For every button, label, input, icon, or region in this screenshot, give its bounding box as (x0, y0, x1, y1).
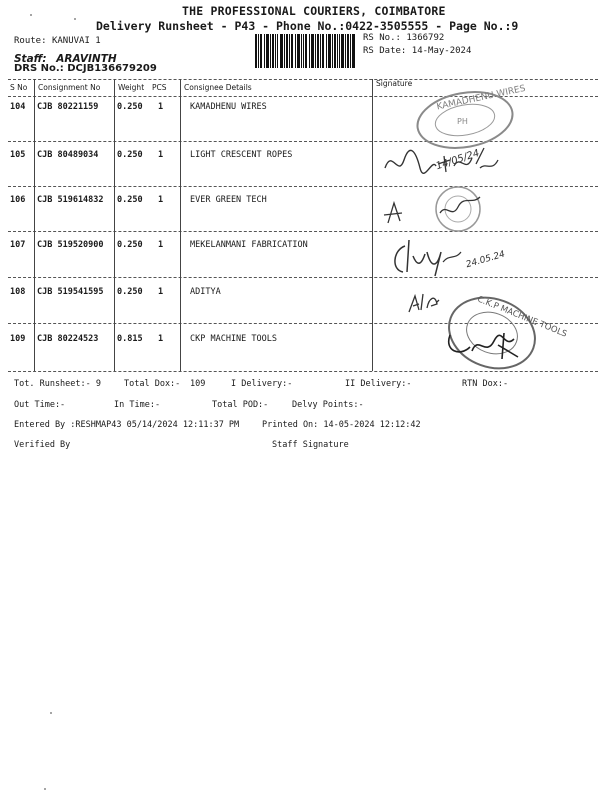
column-divider (34, 79, 35, 371)
table-top-border (8, 79, 598, 80)
row-consignment: CJB 519520900 (37, 240, 104, 250)
scan-speck (74, 18, 76, 20)
row-consignment: CJB 80489034 (37, 150, 99, 160)
row107-date: 24.05.24 (464, 249, 507, 271)
page-title: THE PROFESSIONAL COURIERS, COIMBATORE (182, 4, 446, 18)
route-value: KANUVAI 1 (51, 36, 101, 46)
row-sno: 108 (10, 287, 26, 297)
staff-label: Staff: (14, 53, 47, 65)
drs-label: DRS No.: (14, 63, 64, 74)
staff-signature: Staff Signature (272, 440, 349, 450)
row-consignee: EVER GREEN TECH (190, 195, 267, 205)
column-header-sno: S No (10, 83, 28, 92)
route-info (14, 36, 101, 46)
row-sno: 105 (10, 150, 26, 160)
row-weight: 0.250 (117, 102, 143, 112)
row-consignee: CKP MACHINE TOOLS (190, 334, 277, 344)
row-weight: 0.815 (117, 334, 143, 344)
printed-on: Printed On: 14-05-2024 12:12:42 (262, 420, 421, 430)
total-pod: Total POD:- (212, 400, 269, 410)
rs-date (363, 46, 471, 56)
column-header-consignment: Consignment No (38, 83, 101, 92)
column-divider (180, 79, 181, 371)
row-weight: 0.250 (117, 150, 143, 160)
drs-value: DCJB136679209 (67, 63, 157, 74)
row-weight: 0.250 (117, 195, 143, 205)
scan-speck (30, 14, 32, 16)
route-label: Route: (14, 36, 47, 46)
row-pcs: 1 (158, 195, 164, 205)
delvy-points: Delvy Points:- (292, 400, 364, 410)
rs-number-value: 1366792 (406, 33, 445, 43)
staff-value: ARAVINTH (56, 53, 117, 65)
row-consignment: CJB 519541595 (37, 287, 104, 297)
row-sno: 104 (10, 102, 26, 112)
row-weight: 0.250 (117, 240, 143, 250)
total-dox-value: 109 (190, 379, 206, 389)
svg-text:KAMADHENU WIRES: KAMADHENU WIRES (435, 83, 527, 113)
tot-runsheet: Tot. Runsheet:- 9 (14, 379, 101, 389)
row-pcs: 1 (158, 287, 164, 297)
entered-by: Entered By :RESHMAP43 05/14/2024 12:11:37 PM (14, 420, 240, 430)
row-consignment: CJB 80221159 (37, 102, 99, 112)
row-weight: 0.250 (117, 287, 143, 297)
row-consignee: MEKELANMANI FABRICATION (190, 240, 308, 250)
rs-date-value: 14-May-2024 (411, 46, 472, 56)
row105-date: 14/05/24 (434, 147, 481, 173)
column-header-pcs: PCS (152, 83, 167, 92)
ckp-stamp-text: C.K.P MACHINE TOOLS (475, 294, 569, 340)
drs-number (14, 63, 157, 74)
row106-signature-image (380, 185, 510, 235)
scan-speck (44, 788, 46, 790)
row-pcs: 1 (158, 102, 164, 112)
rs-number-label: RS No.: (363, 33, 401, 43)
ckp-stamp-image (430, 294, 569, 375)
svg-text:PH: PH (457, 117, 468, 126)
rs-number (363, 33, 444, 43)
row105-signature-image (380, 138, 510, 188)
runsheet-subtitle: Delivery Runsheet - P43 - Phone No.:0422-3505555 - Page No.:9 (96, 19, 519, 33)
column-divider (372, 79, 373, 371)
out-time: Out Time:- (14, 400, 66, 410)
row-consignee: LIGHT CRESCENT ROPES (190, 150, 293, 160)
scan-speck (50, 712, 52, 714)
row-consignment: CJB 519614832 (37, 195, 104, 205)
row-pcs: 1 (158, 240, 164, 250)
ii-delivery: II Delivery:- (345, 379, 412, 389)
row-pcs: 1 (158, 150, 164, 160)
row107-signature-image (385, 232, 515, 280)
rs-date-label: RS Date: (363, 46, 407, 56)
row-sno: 106 (10, 195, 26, 205)
column-header-signature: Signature (376, 79, 413, 88)
in-time: In Time:- (114, 400, 161, 410)
verified-by: Verified By (14, 440, 71, 450)
row-consignee: KAMADHENU WIRES (190, 102, 267, 112)
column-header-consignee: Consignee Details (184, 83, 252, 92)
total-dox-label: Total Dox:- (124, 379, 181, 389)
rtn-dox: RTN Dox:- (462, 379, 509, 389)
row-pcs: 1 (158, 334, 164, 344)
i-delivery: I Delivery:- (231, 379, 293, 389)
barcode-image (255, 34, 355, 68)
row-sno: 107 (10, 240, 26, 250)
row-consignment: CJB 80224523 (37, 334, 99, 344)
column-header-weight: Weight (118, 83, 145, 92)
column-divider (114, 79, 115, 371)
row-sno: 109 (10, 334, 26, 344)
row-consignee: ADITYA (190, 287, 221, 297)
